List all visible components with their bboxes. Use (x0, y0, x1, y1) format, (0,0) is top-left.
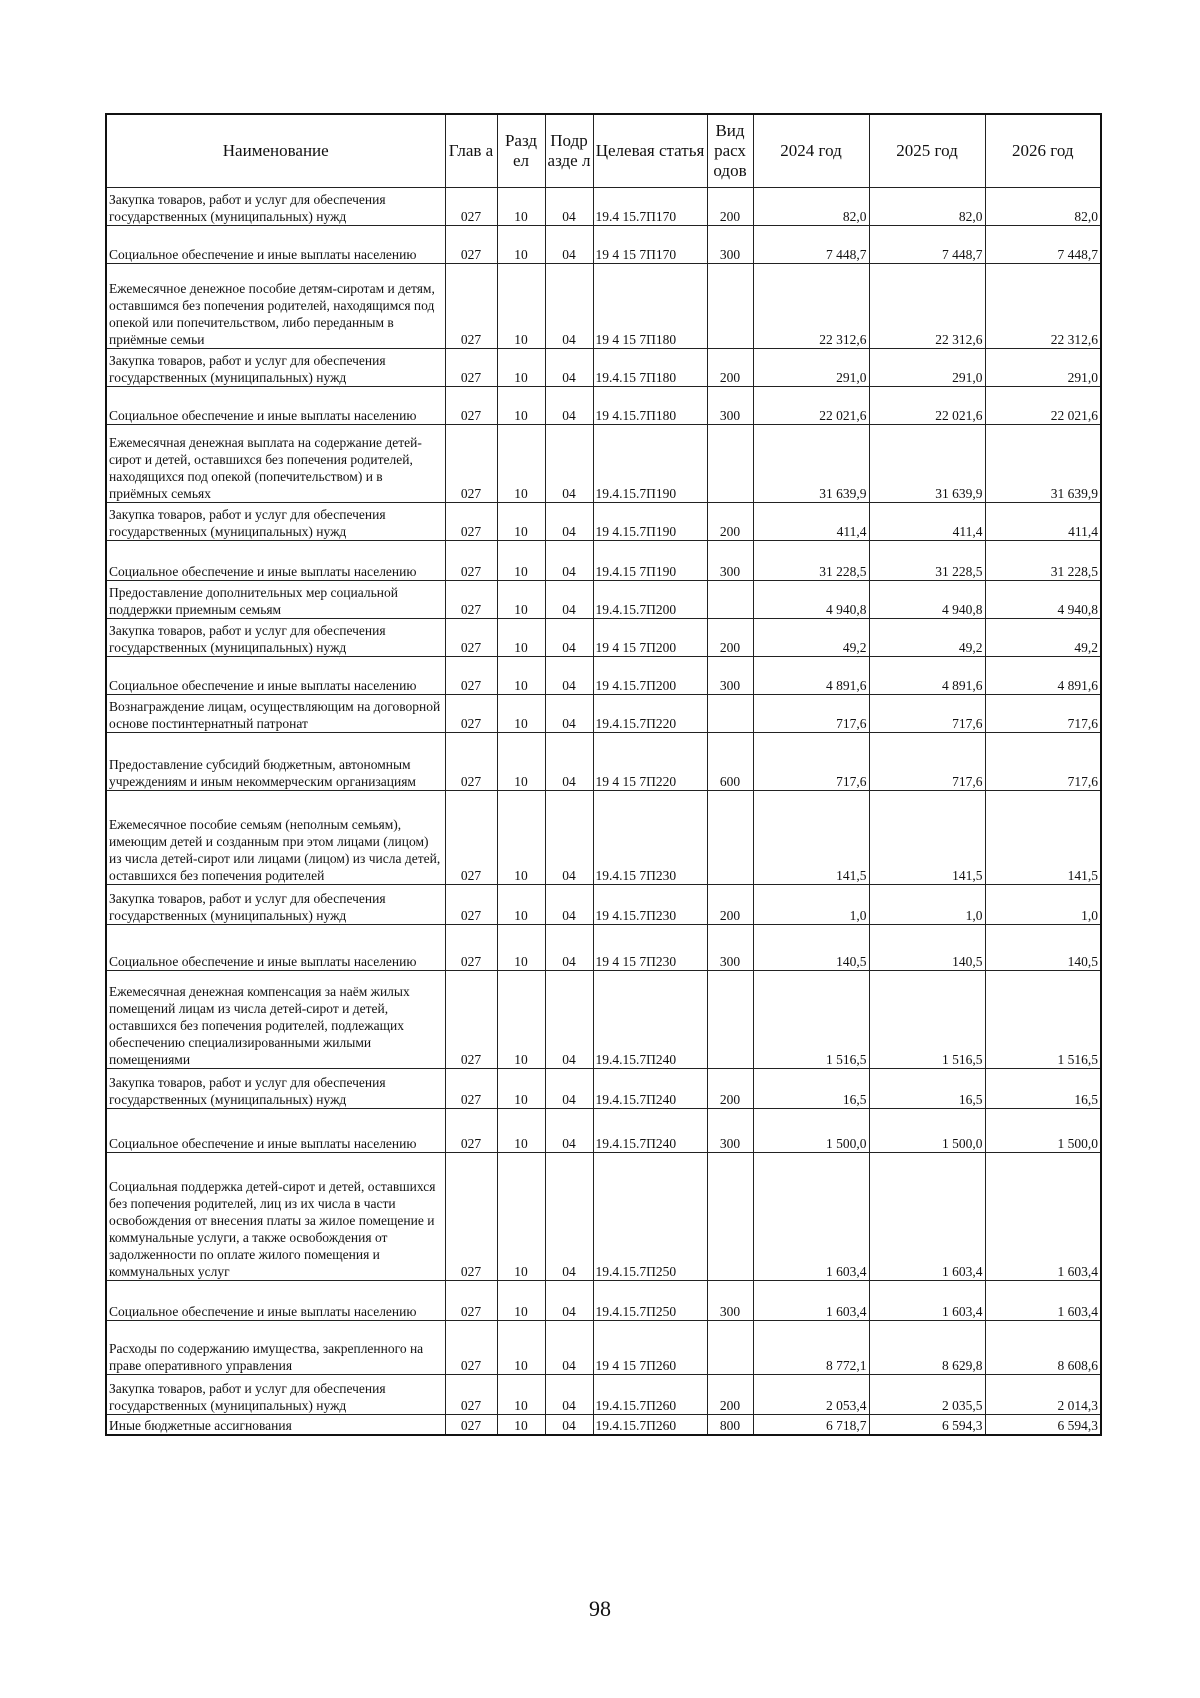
cell-name: Социальное обеспечение и иные выплаты населению (106, 387, 445, 425)
table-row (106, 733, 1101, 791)
cell-chapter: 027 (445, 791, 497, 885)
header-name: Наименование (106, 114, 445, 188)
table-row (106, 1109, 1101, 1153)
cell-y2026: 22 312,6 (985, 264, 1101, 349)
cell-y2025: 140,5 (869, 925, 985, 971)
cell-target: 19 4.15.7П200 (593, 657, 707, 695)
cell-section: 10 (497, 264, 545, 349)
cell-target: 19.4.15 7П180 (593, 349, 707, 387)
cell-name: Ежемесячная денежная компенсация за наём жилых помещений лицам из числа детей-сирот и детей, оставшихся без попечения родителей, подлежащих обеспечению специализированными жилыми помещениями (106, 971, 445, 1069)
cell-subsection: 04 (545, 1415, 593, 1435)
cell-y2025: 16,5 (869, 1069, 985, 1109)
cell-y2026: 22 021,6 (985, 387, 1101, 425)
cell-chapter: 027 (445, 1415, 497, 1435)
cell-chapter: 027 (445, 581, 497, 619)
cell-subsection: 04 (545, 1375, 593, 1415)
cell-chapter: 027 (445, 885, 497, 925)
table-row (106, 1153, 1101, 1281)
cell-expense-type: 200 (707, 349, 753, 387)
table-row (106, 387, 1101, 425)
cell-y2025: 717,6 (869, 733, 985, 791)
cell-y2024: 140,5 (753, 925, 869, 971)
cell-y2025: 717,6 (869, 695, 985, 733)
cell-name: Закупка товаров, работ и услуг для обеспечения государственных (муниципальных) нужд (106, 619, 445, 657)
cell-y2024: 82,0 (753, 188, 869, 226)
cell-y2024: 7 448,7 (753, 226, 869, 264)
cell-chapter: 027 (445, 971, 497, 1069)
table-body (106, 188, 1101, 1435)
cell-chapter: 027 (445, 503, 497, 541)
cell-subsection: 04 (545, 1109, 593, 1153)
table-row (106, 503, 1101, 541)
cell-expense-type (707, 1321, 753, 1375)
cell-chapter: 027 (445, 657, 497, 695)
cell-target: 19 4 15 7П260 (593, 1321, 707, 1375)
cell-y2026: 1 500,0 (985, 1109, 1101, 1153)
cell-y2024: 22 021,6 (753, 387, 869, 425)
cell-target: 19.4.15.7П240 (593, 971, 707, 1069)
cell-y2024: 6 718,7 (753, 1415, 869, 1435)
cell-y2026: 8 608,6 (985, 1321, 1101, 1375)
cell-target: 19.4.15.7П200 (593, 581, 707, 619)
cell-chapter: 027 (445, 188, 497, 226)
cell-target: 19.4.15.7П260 (593, 1415, 707, 1435)
header-target: Целевая статья (593, 114, 707, 188)
table-row (106, 1069, 1101, 1109)
cell-target: 19 4.15.7П230 (593, 885, 707, 925)
cell-y2024: 2 053,4 (753, 1375, 869, 1415)
cell-expense-type: 300 (707, 387, 753, 425)
cell-subsection: 04 (545, 503, 593, 541)
cell-subsection: 04 (545, 188, 593, 226)
cell-section: 10 (497, 425, 545, 503)
table-row (106, 1375, 1101, 1415)
cell-target: 19.4 15.7П170 (593, 188, 707, 226)
cell-chapter: 027 (445, 619, 497, 657)
cell-name: Закупка товаров, работ и услуг для обеспечения государственных (муниципальных) нужд (106, 1069, 445, 1109)
header-2025: 2025 год (869, 114, 985, 188)
cell-y2025: 1 516,5 (869, 971, 985, 1069)
cell-section: 10 (497, 1109, 545, 1153)
cell-section: 10 (497, 1069, 545, 1109)
cell-y2026: 6 594,3 (985, 1415, 1101, 1435)
cell-expense-type (707, 971, 753, 1069)
cell-section: 10 (497, 733, 545, 791)
cell-target: 19 4 15 7П170 (593, 226, 707, 264)
cell-subsection: 04 (545, 925, 593, 971)
cell-section: 10 (497, 1281, 545, 1321)
cell-name: Вознаграждение лицам, осуществляющим на договорной основе постинтернатный патронат (106, 695, 445, 733)
cell-expense-type (707, 264, 753, 349)
header-subsection: Подр азде л (545, 114, 593, 188)
cell-y2024: 16,5 (753, 1069, 869, 1109)
table-row (106, 349, 1101, 387)
cell-subsection: 04 (545, 581, 593, 619)
table-row (106, 1321, 1101, 1375)
cell-target: 19 4 15 7П230 (593, 925, 707, 971)
cell-y2025: 1 500,0 (869, 1109, 985, 1153)
cell-section: 10 (497, 581, 545, 619)
cell-section: 10 (497, 387, 545, 425)
cell-y2024: 31 228,5 (753, 541, 869, 581)
cell-y2024: 4 891,6 (753, 657, 869, 695)
cell-name: Закупка товаров, работ и услуг для обеспечения государственных (муниципальных) нужд (106, 885, 445, 925)
cell-chapter: 027 (445, 1153, 497, 1281)
cell-name: Ежемесячная денежная выплата на содержание детей-сирот и детей, оставшихся без попечения родителей, находящихся под опекой (попечительством) и в приёмных семьях (106, 425, 445, 503)
cell-y2025: 291,0 (869, 349, 985, 387)
cell-y2025: 4 891,6 (869, 657, 985, 695)
table-row (106, 188, 1101, 226)
cell-y2026: 4 940,8 (985, 581, 1101, 619)
cell-expense-type (707, 791, 753, 885)
table-row (106, 695, 1101, 733)
table-row (106, 1415, 1101, 1435)
cell-name: Закупка товаров, работ и услуг для обеспечения государственных (муниципальных) нужд (106, 349, 445, 387)
table-row (106, 791, 1101, 885)
cell-section: 10 (497, 349, 545, 387)
cell-target: 19.4.15 7П190 (593, 541, 707, 581)
cell-y2025: 6 594,3 (869, 1415, 985, 1435)
cell-target: 19 4 15 7П220 (593, 733, 707, 791)
cell-y2024: 1 500,0 (753, 1109, 869, 1153)
cell-target: 19.4.15.7П240 (593, 1069, 707, 1109)
cell-chapter: 027 (445, 226, 497, 264)
cell-y2024: 31 639,9 (753, 425, 869, 503)
cell-name: Ежемесячное пособие семьям (неполным семьям), имеющим детей и созданным при этом лицами (лицом) из числа детей-сирот или лицами (лицом) из числа детей, оставшихся без попечения родителей (106, 791, 445, 885)
cell-y2026: 82,0 (985, 188, 1101, 226)
cell-y2025: 7 448,7 (869, 226, 985, 264)
cell-expense-type: 200 (707, 885, 753, 925)
cell-name: Социальное обеспечение и иные выплаты населению (106, 657, 445, 695)
cell-expense-type: 300 (707, 925, 753, 971)
cell-y2025: 31 228,5 (869, 541, 985, 581)
cell-name: Предоставление дополнительных мер социальной поддержки приемным семьям (106, 581, 445, 619)
cell-target: 19 4 15 7П180 (593, 264, 707, 349)
cell-subsection: 04 (545, 971, 593, 1069)
cell-y2025: 8 629,8 (869, 1321, 985, 1375)
cell-y2026: 1 603,4 (985, 1153, 1101, 1281)
table-row (106, 226, 1101, 264)
cell-name: Социальное обеспечение и иные выплаты населению (106, 1109, 445, 1153)
cell-subsection: 04 (545, 349, 593, 387)
cell-y2024: 1,0 (753, 885, 869, 925)
cell-subsection: 04 (545, 425, 593, 503)
cell-name: Социальное обеспечение и иные выплаты населению (106, 1281, 445, 1321)
cell-chapter: 027 (445, 264, 497, 349)
cell-section: 10 (497, 541, 545, 581)
cell-subsection: 04 (545, 733, 593, 791)
cell-section: 10 (497, 657, 545, 695)
cell-y2026: 2 014,3 (985, 1375, 1101, 1415)
cell-name: Закупка товаров, работ и услуг для обеспечения государственных (муниципальных) нужд (106, 503, 445, 541)
cell-y2025: 82,0 (869, 188, 985, 226)
cell-chapter: 027 (445, 925, 497, 971)
cell-y2026: 31 228,5 (985, 541, 1101, 581)
cell-y2024: 717,6 (753, 733, 869, 791)
cell-name: Закупка товаров, работ и услуг для обеспечения государственных (муниципальных) нужд (106, 188, 445, 226)
cell-target: 19.4.15.7П250 (593, 1153, 707, 1281)
cell-subsection: 04 (545, 657, 593, 695)
budget-document (105, 113, 1100, 1436)
cell-y2024: 49,2 (753, 619, 869, 657)
cell-chapter: 027 (445, 1321, 497, 1375)
cell-y2025: 2 035,5 (869, 1375, 985, 1415)
cell-y2024: 291,0 (753, 349, 869, 387)
cell-expense-type: 200 (707, 619, 753, 657)
cell-subsection: 04 (545, 1153, 593, 1281)
cell-subsection: 04 (545, 226, 593, 264)
cell-y2024: 1 603,4 (753, 1153, 869, 1281)
cell-y2026: 31 639,9 (985, 425, 1101, 503)
cell-y2025: 1,0 (869, 885, 985, 925)
table-row (106, 971, 1101, 1069)
cell-expense-type (707, 581, 753, 619)
cell-target: 19.4.15.7П190 (593, 425, 707, 503)
table-row (106, 657, 1101, 695)
header-chapter: Глав а (445, 114, 497, 188)
cell-y2025: 1 603,4 (869, 1281, 985, 1321)
cell-y2026: 16,5 (985, 1069, 1101, 1109)
cell-section: 10 (497, 925, 545, 971)
cell-chapter: 027 (445, 349, 497, 387)
cell-expense-type: 300 (707, 1281, 753, 1321)
cell-y2026: 291,0 (985, 349, 1101, 387)
cell-expense-type: 300 (707, 1109, 753, 1153)
cell-subsection: 04 (545, 264, 593, 349)
cell-name: Социальное обеспечение и иные выплаты населению (106, 541, 445, 581)
cell-target: 19 4.15.7П180 (593, 387, 707, 425)
cell-y2024: 1 516,5 (753, 971, 869, 1069)
cell-chapter: 027 (445, 1069, 497, 1109)
cell-expense-type: 600 (707, 733, 753, 791)
cell-y2024: 717,6 (753, 695, 869, 733)
cell-y2026: 717,6 (985, 733, 1101, 791)
table-row (106, 264, 1101, 349)
cell-chapter: 027 (445, 387, 497, 425)
cell-y2025: 4 940,8 (869, 581, 985, 619)
cell-chapter: 027 (445, 1109, 497, 1153)
page-number: 98 (589, 1596, 611, 1621)
cell-y2025: 411,4 (869, 503, 985, 541)
cell-y2026: 7 448,7 (985, 226, 1101, 264)
cell-chapter: 027 (445, 541, 497, 581)
cell-y2024: 22 312,6 (753, 264, 869, 349)
cell-name: Иные бюджетные ассигнования (106, 1415, 445, 1435)
header-2026: 2026 год (985, 114, 1101, 188)
cell-name: Социальное обеспечение и иные выплаты населению (106, 925, 445, 971)
cell-y2026: 141,5 (985, 791, 1101, 885)
cell-subsection: 04 (545, 387, 593, 425)
table-row (106, 885, 1101, 925)
cell-chapter: 027 (445, 1375, 497, 1415)
cell-name: Закупка товаров, работ и услуг для обеспечения государственных (муниципальных) нужд (106, 1375, 445, 1415)
cell-y2025: 22 021,6 (869, 387, 985, 425)
cell-subsection: 04 (545, 791, 593, 885)
cell-section: 10 (497, 1321, 545, 1375)
cell-expense-type: 200 (707, 188, 753, 226)
cell-section: 10 (497, 503, 545, 541)
cell-y2026: 1 516,5 (985, 971, 1101, 1069)
cell-name: Расходы по содержанию имущества, закрепленного на праве оперативного управления (106, 1321, 445, 1375)
cell-name: Ежемесячное денежное пособие детям-сиротам и детям, оставшимся без попечения родителей, находящимся под опекой или попечительством, либо переданным в приёмные семьи (106, 264, 445, 349)
cell-expense-type: 200 (707, 1069, 753, 1109)
cell-y2026: 717,6 (985, 695, 1101, 733)
cell-expense-type: 200 (707, 1375, 753, 1415)
table-row (106, 425, 1101, 503)
cell-y2024: 141,5 (753, 791, 869, 885)
cell-name: Социальная поддержка детей-сирот и детей, оставшихся без попечения родителей, лиц из их числа в части освобождения от внесения платы за жилое помещение и коммунальные услуги, а также освобождения от задолженности по оплате жилого помещения и коммунальных услуг (106, 1153, 445, 1281)
cell-y2025: 49,2 (869, 619, 985, 657)
cell-subsection: 04 (545, 1281, 593, 1321)
cell-chapter: 027 (445, 425, 497, 503)
table-row (106, 541, 1101, 581)
cell-target: 19.4.15.7П260 (593, 1375, 707, 1415)
cell-section: 10 (497, 188, 545, 226)
cell-section: 10 (497, 971, 545, 1069)
cell-section: 10 (497, 695, 545, 733)
cell-section: 10 (497, 1415, 545, 1435)
cell-y2025: 22 312,6 (869, 264, 985, 349)
cell-expense-type: 300 (707, 541, 753, 581)
cell-target: 19 4.15.7П190 (593, 503, 707, 541)
cell-chapter: 027 (445, 733, 497, 791)
cell-target: 19.4.15 7П230 (593, 791, 707, 885)
cell-target: 19 4 15 7П200 (593, 619, 707, 657)
cell-subsection: 04 (545, 541, 593, 581)
cell-section: 10 (497, 1375, 545, 1415)
cell-name: Социальное обеспечение и иные выплаты населению (106, 226, 445, 264)
cell-name: Предоставление субсидий бюджетным, автономным учреждениям и иным некоммерческим организациям (106, 733, 445, 791)
cell-y2025: 1 603,4 (869, 1153, 985, 1281)
cell-target: 19.4.15.7П250 (593, 1281, 707, 1321)
cell-section: 10 (497, 619, 545, 657)
cell-subsection: 04 (545, 695, 593, 733)
cell-subsection: 04 (545, 885, 593, 925)
cell-chapter: 027 (445, 695, 497, 733)
cell-y2024: 411,4 (753, 503, 869, 541)
cell-expense-type: 300 (707, 226, 753, 264)
cell-target: 19.4.15.7П220 (593, 695, 707, 733)
cell-y2025: 141,5 (869, 791, 985, 885)
cell-expense-type: 300 (707, 657, 753, 695)
table-row (106, 1281, 1101, 1321)
cell-y2026: 4 891,6 (985, 657, 1101, 695)
cell-section: 10 (497, 226, 545, 264)
cell-y2025: 31 639,9 (869, 425, 985, 503)
cell-expense-type (707, 425, 753, 503)
table-header-row (106, 114, 1101, 188)
cell-section: 10 (497, 885, 545, 925)
cell-expense-type (707, 1153, 753, 1281)
header-expense-type: Вид расх одов (707, 114, 753, 188)
cell-subsection: 04 (545, 1069, 593, 1109)
budget-table (105, 113, 1102, 1436)
cell-y2026: 49,2 (985, 619, 1101, 657)
cell-chapter: 027 (445, 1281, 497, 1321)
cell-y2026: 1,0 (985, 885, 1101, 925)
header-section: Разд ел (497, 114, 545, 188)
cell-y2026: 140,5 (985, 925, 1101, 971)
cell-subsection: 04 (545, 1321, 593, 1375)
cell-y2026: 411,4 (985, 503, 1101, 541)
table-row (106, 581, 1101, 619)
table-row (106, 619, 1101, 657)
table-row (106, 925, 1101, 971)
cell-target: 19.4.15.7П240 (593, 1109, 707, 1153)
cell-subsection: 04 (545, 619, 593, 657)
header-2024: 2024 год (753, 114, 869, 188)
cell-y2024: 8 772,1 (753, 1321, 869, 1375)
cell-expense-type: 800 (707, 1415, 753, 1435)
cell-section: 10 (497, 1153, 545, 1281)
cell-expense-type (707, 695, 753, 733)
cell-expense-type: 200 (707, 503, 753, 541)
cell-y2026: 1 603,4 (985, 1281, 1101, 1321)
cell-y2024: 1 603,4 (753, 1281, 869, 1321)
cell-y2024: 4 940,8 (753, 581, 869, 619)
cell-section: 10 (497, 791, 545, 885)
